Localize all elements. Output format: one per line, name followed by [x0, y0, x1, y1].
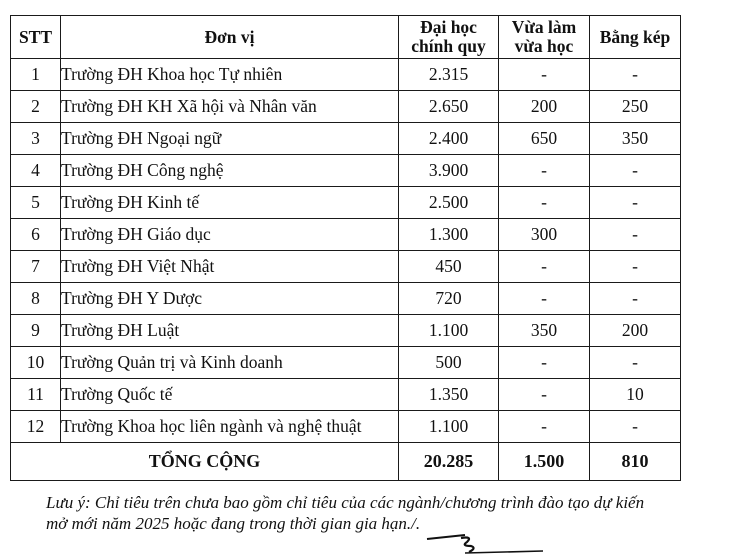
table-row: [11, 187, 681, 219]
row-double-degree: 10: [590, 379, 681, 411]
row-workstudy: 650: [499, 123, 590, 155]
header-workstudy-line1: Vừa làm: [511, 17, 577, 37]
table-row: [11, 251, 681, 283]
row-unit: Trường Quốc tế: [61, 379, 399, 411]
row-stt: 12: [11, 411, 61, 443]
row-regular: 500: [399, 347, 499, 379]
row-double-degree: 350: [590, 123, 681, 155]
table-row: [11, 91, 681, 123]
row-unit: Trường Khoa học liên ngành và nghệ thuật: [61, 411, 399, 443]
header-double-degree: Bằng kép: [590, 16, 681, 59]
row-double-degree: -: [590, 155, 681, 187]
header-regular-line2: chính quy: [411, 36, 486, 56]
footnote: [46, 492, 726, 534]
row-workstudy: -: [499, 379, 590, 411]
row-unit: Trường ĐH Công nghệ: [61, 155, 399, 187]
row-workstudy: -: [499, 59, 590, 91]
table-row: [11, 123, 681, 155]
table-row: [11, 283, 681, 315]
row-workstudy: -: [499, 251, 590, 283]
footnote-line-1: Lưu ý: Chỉ tiêu trên chưa bao gồm chỉ tiêu của các ngành/chương trình đào tạo dự kiến: [46, 493, 645, 512]
row-regular: 2.650: [399, 91, 499, 123]
row-workstudy: 300: [499, 219, 590, 251]
row-stt: 6: [11, 219, 61, 251]
row-unit: Trường ĐH Khoa học Tự nhiên: [61, 59, 399, 91]
row-workstudy: -: [499, 155, 590, 187]
row-double-degree: -: [590, 219, 681, 251]
row-double-degree: -: [590, 251, 681, 283]
header-stt: STT: [11, 16, 61, 59]
total-regular: 20.285: [399, 443, 499, 481]
row-regular: 720: [399, 283, 499, 315]
row-unit: Trường ĐH Giáo dục: [61, 219, 399, 251]
row-unit: Trường Quản trị và Kinh doanh: [61, 347, 399, 379]
row-stt: 3: [11, 123, 61, 155]
table-row: [11, 155, 681, 187]
row-double-degree: -: [590, 187, 681, 219]
header-workstudy: [499, 16, 590, 59]
row-regular: 1.300: [399, 219, 499, 251]
total-label: TỔNG CỘNG: [11, 443, 399, 481]
table-row: [11, 411, 681, 443]
row-unit: Trường ĐH Ngoại ngữ: [61, 123, 399, 155]
row-workstudy: 200: [499, 91, 590, 123]
header-regular-line1: Đại học: [420, 17, 477, 37]
row-unit: Trường ĐH KH Xã hội và Nhân văn: [61, 91, 399, 123]
row-unit: Trường ĐH Việt Nhật: [61, 251, 399, 283]
row-regular: 2.400: [399, 123, 499, 155]
row-stt: 2: [11, 91, 61, 123]
row-workstudy: -: [499, 347, 590, 379]
row-regular: 3.900: [399, 155, 499, 187]
row-double-degree: -: [590, 59, 681, 91]
row-workstudy: 350: [499, 315, 590, 347]
table-row: [11, 347, 681, 379]
row-double-degree: -: [590, 347, 681, 379]
row-double-degree: 250: [590, 91, 681, 123]
admission-quota-table: [10, 15, 681, 481]
row-unit: Trường ĐH Luật: [61, 315, 399, 347]
header-unit: Đơn vị: [61, 16, 399, 59]
row-stt: 4: [11, 155, 61, 187]
row-stt: 1: [11, 59, 61, 91]
row-regular: 1.100: [399, 315, 499, 347]
row-regular: 2.315: [399, 59, 499, 91]
footnote-line-2: mở mới năm 2025 hoặc đang trong thời gian gia hạn./.: [46, 514, 421, 533]
total-workstudy: 1.500: [499, 443, 590, 481]
row-workstudy: -: [499, 283, 590, 315]
header-workstudy-line2: vừa học: [514, 36, 574, 56]
row-stt: 9: [11, 315, 61, 347]
row-stt: 5: [11, 187, 61, 219]
table-row: [11, 315, 681, 347]
row-workstudy: -: [499, 187, 590, 219]
row-stt: 10: [11, 347, 61, 379]
header-regular: [399, 16, 499, 59]
row-regular: 450: [399, 251, 499, 283]
row-double-degree: -: [590, 283, 681, 315]
row-regular: 2.500: [399, 187, 499, 219]
row-stt: 8: [11, 283, 61, 315]
row-double-degree: 200: [590, 315, 681, 347]
total-double-degree: 810: [590, 443, 681, 481]
row-stt: 11: [11, 379, 61, 411]
table-row: [11, 59, 681, 91]
table-header-row: [11, 16, 681, 59]
table-row: [11, 219, 681, 251]
row-double-degree: -: [590, 411, 681, 443]
total-row: [11, 443, 681, 481]
row-regular: 1.100: [399, 411, 499, 443]
row-stt: 7: [11, 251, 61, 283]
signature-mark: [425, 532, 545, 555]
row-regular: 1.350: [399, 379, 499, 411]
row-unit: Trường ĐH Kinh tế: [61, 187, 399, 219]
row-unit: Trường ĐH Y Dược: [61, 283, 399, 315]
row-workstudy: -: [499, 411, 590, 443]
table-row: [11, 379, 681, 411]
